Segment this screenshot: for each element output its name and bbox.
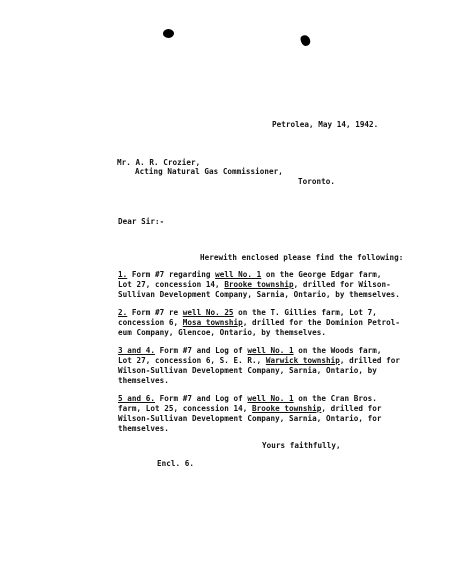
punch-hole-right <box>299 34 311 47</box>
closing: Yours faithfully, <box>262 441 341 450</box>
item-3-line-2: Lot 27, concession 6, S. E. R., Warwick township, drilled for <box>118 356 400 365</box>
item-3-line-4: themselves. <box>118 376 169 385</box>
punch-hole-left <box>163 29 174 38</box>
item-3-line-1: 3 and 4. Form #7 and Log of well No. 1 on the Woods farm, <box>118 346 382 355</box>
recipient-city: Toronto. <box>298 177 335 186</box>
item-1-line-1: 1. Form #7 regarding well No. 1 on the George Edgar farm, <box>118 270 382 279</box>
item-2-line-1: 2. Form #7 re well No. 25 on the T. Gillies farm, Lot 7, <box>118 308 377 317</box>
enclosure-note: Encl. 6. <box>157 459 194 468</box>
intro-text: Herewith enclosed please find the following: <box>200 253 404 262</box>
item-4-line-1: 5 and 6. Form #7 and Log of well No. 1 on the Cran Bros. <box>118 394 377 403</box>
recipient-name: Mr. A. R. Crozier, <box>117 158 201 167</box>
item-2-line-3: eum Company, Glencoe, Ontario, by themselves. <box>118 328 326 337</box>
item-2-line-2: concession 6, Mosa township, drilled for the Dominion Petrol- <box>118 318 400 327</box>
item-3-line-3: Wilson-Sullivan Development Company, Sarnia, Ontario, by <box>118 366 377 375</box>
item-4-line-2: farm, Lot 25, concession 14, Brooke township, drilled for <box>118 404 382 413</box>
item-1-line-2: Lot 27, concession 14, Brooke township, drilled for Wilson- <box>118 280 391 289</box>
item-4-line-3: Wilson-Sullivan Development Company, Sarnia, Ontario, for <box>118 414 382 423</box>
salutation: Dear Sir:- <box>118 217 165 226</box>
place-date: Petrolea, May 14, 1942. <box>272 120 379 129</box>
item-4-line-4: themselves. <box>118 424 169 433</box>
item-1-line-3: Sullivan Development Company, Sarnia, Ontario, by themselves. <box>118 290 400 299</box>
recipient-title: Acting Natural Gas Commissioner, <box>135 167 283 176</box>
